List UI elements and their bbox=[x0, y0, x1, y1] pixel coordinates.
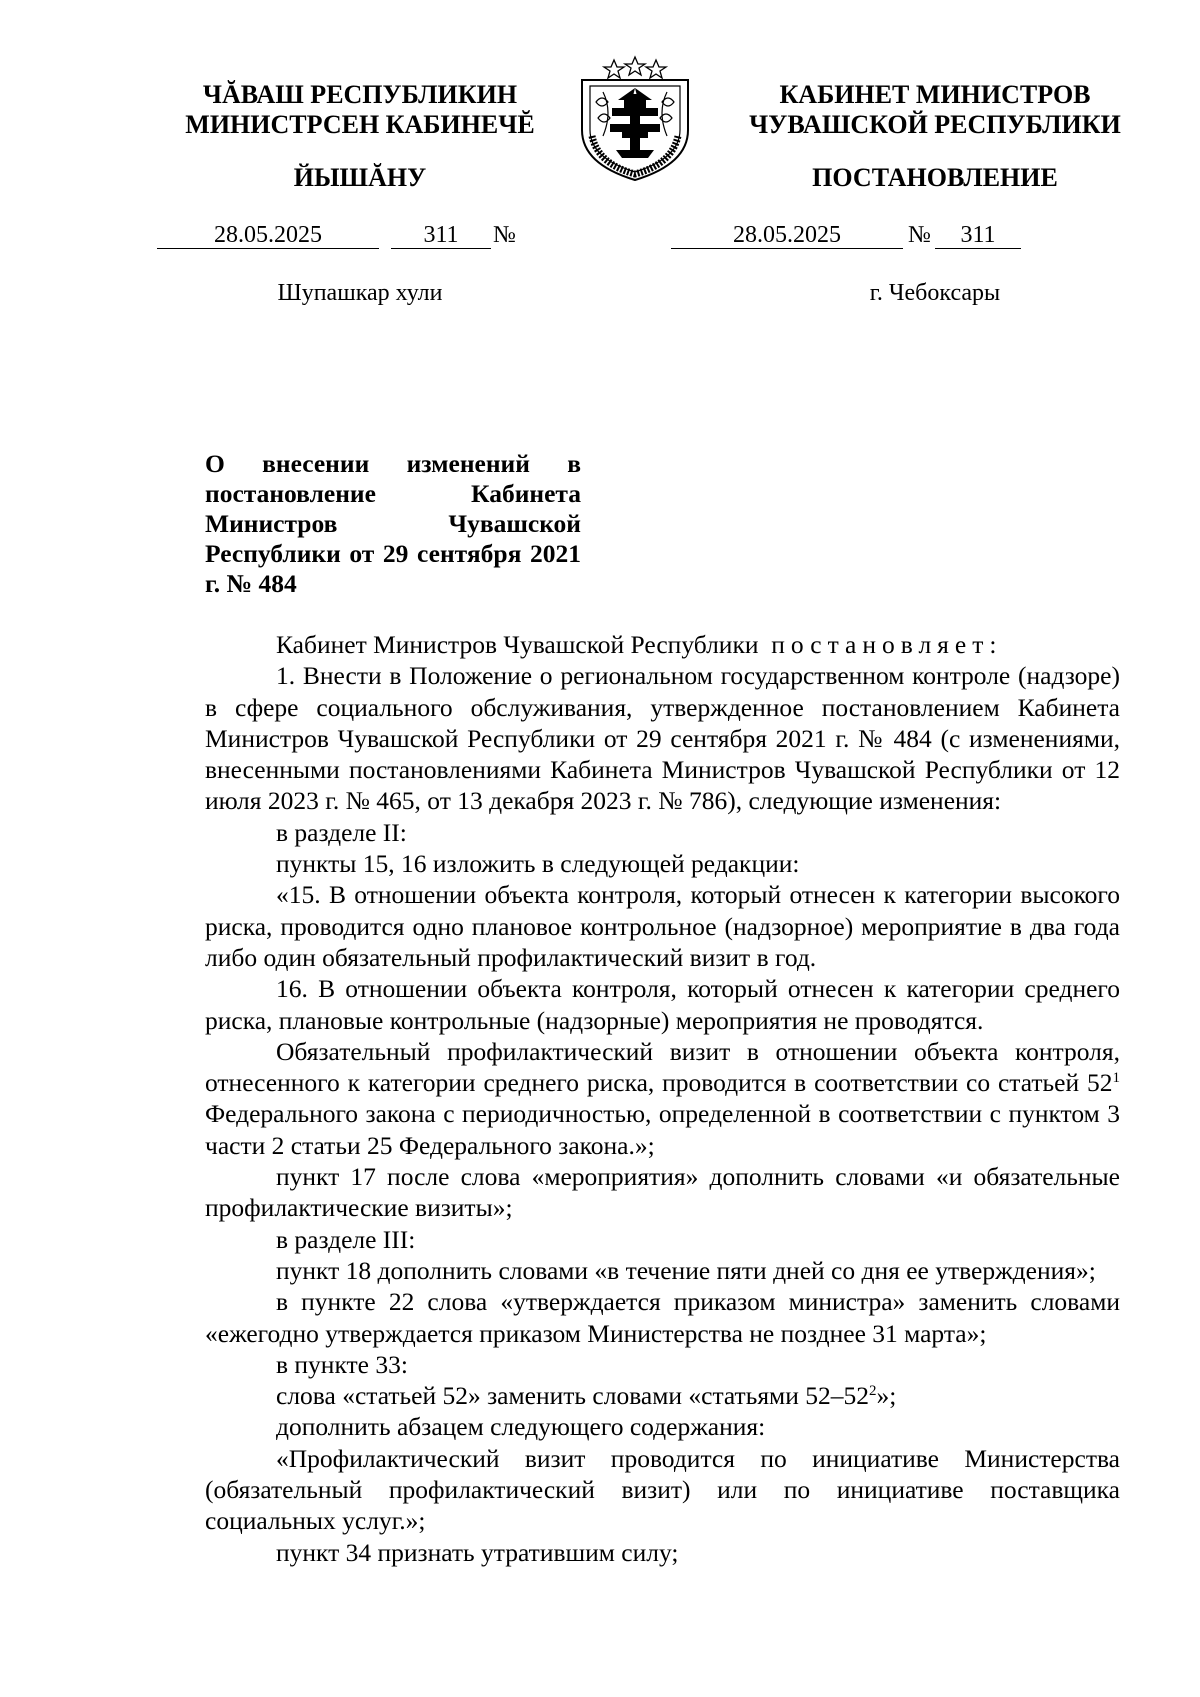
paragraph-7: пункт 17 после слова «мероприятия» дополнить словами «и обязательные профилактические визиты»; bbox=[205, 1162, 1120, 1223]
preamble-text: Кабинет Министров Чувашской Республики bbox=[276, 630, 759, 659]
document-title: О внесении изменений в постановление Кабинета Министров Чувашской Республики от 29 сентября 2021 г. № 484 bbox=[205, 449, 581, 598]
paragraph-11: в пункте 33: bbox=[276, 1349, 408, 1379]
date-line-right bbox=[0, 222, 1200, 252]
header-right-doc-type: ПОСТАНОВЛЕНИЕ bbox=[812, 163, 1058, 192]
paragraph-12-a: слова «статьей 52» заменить словами «статьями 52–52 bbox=[276, 1381, 869, 1411]
paragraph-12-sup: 2 bbox=[868, 1383, 877, 1400]
paragraph-10: в пункте 22 слова «утверждается приказом министра» заменить словами «ежегодно утверждается приказом Министерства не позднее 31 марта»; bbox=[205, 1287, 1120, 1348]
chuvash-coat-of-arms-icon bbox=[568, 52, 702, 182]
paragraph-6 bbox=[205, 1036, 1120, 1161]
header-right-line1: КАБИНЕТ МИНИСТРОВ bbox=[779, 80, 1091, 109]
paragraph-2: в разделе II: bbox=[276, 817, 407, 847]
paragraph-15: пункт 34 признать утратившим силу; bbox=[276, 1537, 679, 1567]
preamble-decree: постановляет: bbox=[771, 630, 1003, 659]
paragraph-13: дополнить абзацем следующего содержания: bbox=[276, 1412, 766, 1442]
left-number: 311 bbox=[391, 222, 491, 249]
right-date: 28.05.2025 bbox=[671, 222, 903, 249]
paragraph-6-sup: 1 bbox=[1112, 1070, 1120, 1087]
header-left-org bbox=[160, 80, 560, 140]
header-left-doc-type: ЙЫШĂНУ bbox=[293, 163, 427, 192]
header-right-org bbox=[715, 80, 1155, 140]
paragraph-6-b: Федерального закона с периодичностью, определенной в соответствии с пунктом 3 части 2 статьи 25 Федерального закона.»; bbox=[205, 1099, 1120, 1160]
header-left-line2: МИНИСТРСЕН КАБИНЕЧĔ bbox=[185, 110, 535, 139]
paragraph-12 bbox=[205, 1380, 1120, 1411]
right-number: 311 bbox=[935, 222, 1021, 249]
paragraph-1: 1. Внести в Положение о региональном государственном контроле (надзоре) в сфере социального обслуживания, утвержденное постановлением Кабинета Министров Чувашской Республики от 29 сентября 2021 г. № 484 (с изменениями, внесенными постановлениями Кабинета Министров Чувашской Республики от 12 июля 2023 г. № 465, от 13 декабря 2023 г. № 786), следующие изменения: bbox=[205, 661, 1120, 816]
left-number-sign: № bbox=[493, 222, 516, 248]
paragraph-9: пункт 18 дополнить словами «в течение пяти дней со дня ее утверждения»; bbox=[276, 1255, 1096, 1285]
header-left-line1: ЧĂВАШ РЕСПУБЛИКИН bbox=[202, 80, 518, 109]
paragraph-14: «Профилактический визит проводится по инициативе Министерства (обязательный профилактический визит) или по инициативе поставщика социальных услуг.»; bbox=[205, 1443, 1120, 1536]
paragraph-6-a: Обязательный профилактический визит в отношении объекта контроля, отнесенного к категории среднего риска, проводится в соответствии со статьей 52 bbox=[205, 1036, 1120, 1098]
paragraph-8: в разделе III: bbox=[276, 1224, 416, 1254]
city-left: Шупашкар хули bbox=[277, 280, 443, 306]
paragraph-12-b: »; bbox=[876, 1381, 897, 1411]
paragraph-preamble bbox=[205, 629, 1120, 660]
right-number-sign: № bbox=[908, 222, 931, 248]
paragraph-4: «15. В отношении объекта контроля, который отнесен к категории высокого риска, проводится одно плановое контрольное (надзорное) мероприятие в два года либо один обязательный профилактический визит в год. bbox=[205, 880, 1120, 972]
left-date: 28.05.2025 bbox=[157, 222, 379, 249]
city-right: г. Чебоксары bbox=[869, 280, 1001, 306]
document-body bbox=[205, 629, 1120, 1568]
header-right-line2: ЧУВАШСКОЙ РЕСПУБЛИКИ bbox=[749, 110, 1121, 139]
paragraph-5: 16. В отношении объекта контроля, который отнесен к категории среднего риска, плановые контрольные (надзорные) мероприятия не проводятся. bbox=[205, 974, 1120, 1035]
paragraph-3: пункты 15, 16 изложить в следующей редакции: bbox=[276, 849, 800, 879]
